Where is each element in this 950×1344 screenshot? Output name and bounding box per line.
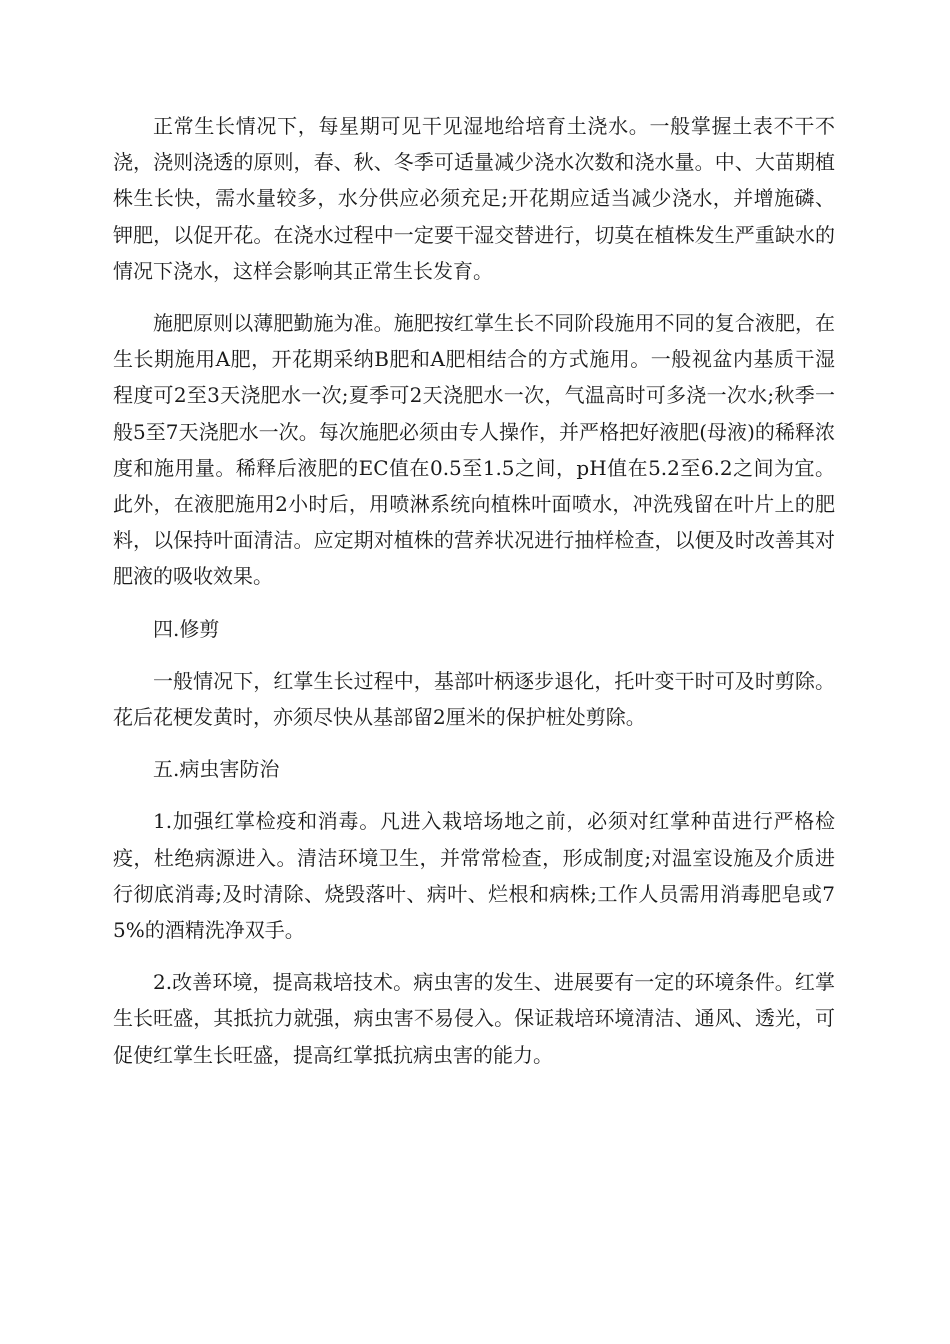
paragraph-pest-control-item-2: 2.改善环境，提高栽培技术。病虫害的发生、进展要有一定的环境条件。红掌生长旺盛，其抵抗力就强，病虫害不易侵入。保证栽培环境清洁、通风、透光，可促使红掌生长旺盛，提高红掌抵抗病虫害的能力。	[113, 970, 835, 1067]
paragraph-watering: 正常生长情况下，每星期可见干见湿地给培育土浇水。一般掌握土表不干不浇，浇则浇透的原则，春、秋、冬季可适量减少浇水次数和浇水量。中、大苗期植株生长快，需水量较多，水分供应必须充足;开花期应适当减少浇水，并增施磷、钾肥，以促开花。在浇水过程中一定要干湿交替进行，切莫在植株发生严重缺水的情况下浇水，这样会影响其正常生长发育。	[113, 114, 835, 283]
document-page	[113, 108, 835, 1089]
paragraph-pruning: 一般情况下，红掌生长过程中，基部叶柄逐步退化，托叶变干时可及时剪除。花后花梗发黄时，亦须尽快从基部留2厘米的保护桩处剪除。	[113, 668, 835, 730]
section-heading-pruning: 四.修剪	[153, 616, 220, 641]
paragraph-pest-control-item-1: 1.加强红掌检疫和消毒。凡进入栽培场地之前，必须对红掌种苗进行严格检疫，杜绝病源进入。清洁环境卫生，并常常检查，形成制度;对温室设施及介质进行彻底消毒;及时清除、烧毁落叶、病叶、烂根和病株;工作人员需用消毒肥皂或75%的酒精洗净双手。	[113, 809, 835, 943]
paragraph-fertilizing: 施肥原则以薄肥勤施为准。施肥按红掌生长不同阶段施用不同的复合液肥，在生长期施用A肥，开花期采纳B肥和A肥相结合的方式施用。一般视盆内基质干湿程度可2至3天浇肥水一次;夏季可2天浇肥水一次，气温高时可多浇一次水;秋季一般5至7天浇肥水一次。每次施肥必须由专人操作，并严格把好液肥(母液)的稀释浓度和施用量。稀释后液肥的EC值在0.5至1.5之间，pH值在5.2至6.2之间为宜。此外，在液肥施用2小时后，用喷淋系统向植株叶面喷水，冲洗残留在叶片上的肥料，以保持叶面清洁。应定期对植株的营养状况进行抽样检查，以便及时改善其对肥液的吸收效果。	[113, 311, 835, 589]
section-heading-pest-control: 五.病虫害防治	[153, 757, 280, 782]
